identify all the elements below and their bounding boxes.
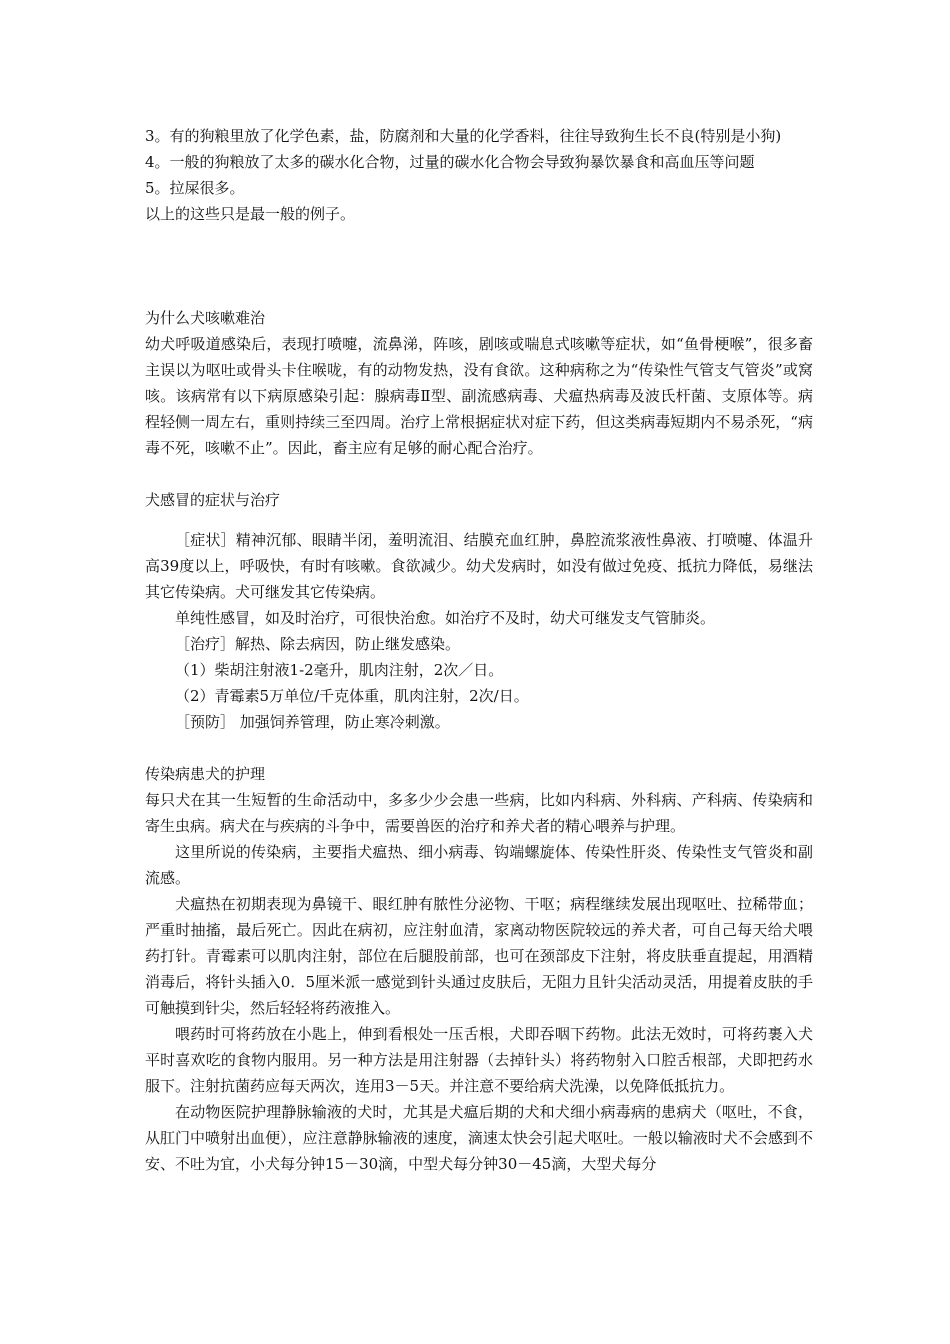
spacer — [145, 227, 813, 305]
list-item: 5。拉屎很多。 — [145, 179, 245, 197]
list-item: 4。一般的狗粮放了太多的碳水化合物，过量的碳水化合物会导致狗暴饮暴食和高血压等问题 — [145, 153, 755, 171]
paragraph: 喂药时可将药放在小匙上，伸到看根处一压舌根，犬即吞咽下药物。此法无效时，可将药裹入犬平时喜欢吃的食物内服用。另一种方法是用注射器（去掉针头）将药物射入口腔舌根部，犬即把药水服下。注射抗菌药应每天两次，连用3－5天。并注意不要给病犬洗澡，以免降低抵抗力。 — [145, 1025, 813, 1095]
symptom-paragraph: ［症状］精神沉郁、眼睛半闭，羞明流泪、结膜充血红肿，鼻腔流浆液性鼻液、打喷嚏、体温升高39度以上，呼吸快，有时有咳嗽。食欲减少。幼犬发病时，如没有做过免疫、抵抗力降低，易继法其它传染病。犬可继发其它传染病。 — [145, 531, 813, 601]
summary-line: 以上的这些只是最一般的例子。 — [145, 205, 356, 223]
section-body-cough: 幼犬呼吸道感染后，表现打喷嚏，流鼻涕，阵咳，剧咳或喘息式咳嗽等症状，如“鱼骨梗喉”，很多畜主误以为呕吐或骨头卡住喉咙，有的动物发热，没有食欲。这种病称之为“传染性气管支气管炎”或窝咳。该病常有以下病原感染引起：腺病毒Ⅱ型、副流感病毒、犬瘟热病毒及波氏杆菌、支原体等。病程轻侧一周左右，重则持续三至四周。治疗上常根据症状对症下药，但这类病毒短期内不易杀死，“病毒不死，咳嗽不止”。因此，畜主应有足够的耐心配合治疗。 — [145, 335, 813, 457]
document-page — [145, 123, 813, 1177]
paragraph: 犬瘟热在初期表现为鼻镜干、眼红肿有脓性分泌物、干呕；病程继续发展出现呕吐、拉稀带血；严重时抽搐，最后死亡。因此在病初，应注射血清，家离动物医院较远的养犬者，可自己每天给犬喂药打针。青霉素可以肌肉注射，部位在后腿股前部，也可在颈部皮下注射，将皮肤垂直提起，用酒精消毒后，将针头插入0．5厘米派一感觉到针头通过皮肤后，无阻力且针尖活动灵活，用提着皮肤的手可触摸到针尖，然后轻轻将药液推入。 — [145, 895, 813, 1017]
treatment-item: （2）青霉素5万单位/千克体重，肌肉注射，2次/日。 — [175, 687, 529, 705]
list-item: 3。有的狗粮里放了化学色素，盐，防腐剂和大量的化学香料，往往导致狗生长不良(特别是小狗) — [145, 127, 782, 145]
paragraph: 在动物医院护理静脉输液的犬时，尤其是犬瘟后期的犬和犬细小病毒病的患病犬（呕吐，不食，从肛门中喷射出血便），应注意静脉输液的速度，滴速太快会引起犬呕吐。一般以输液时犬不会感到不安、不吐为宜，小犬每分钟15－30滴，中型犬每分钟30－45滴，大型犬每分 — [145, 1103, 813, 1173]
treatment-item: （1）柴胡注射液1-2毫升，肌肉注射，2次／日。 — [175, 661, 504, 679]
paragraph: 这里所说的传染病，主要指犬瘟热、细小病毒、钩端螺旋体、传染性肝炎、传染性支气管炎和副流感。 — [145, 843, 813, 887]
paragraph: 每只犬在其一生短暂的生命活动中，多多少少会患一些病，比如内科病、外科病、产科病、传染病和寄生虫病。病犬在与疾病的斗争中，需要兽医的治疗和养犬者的精心喂养与护理。 — [145, 791, 813, 835]
spacer — [145, 735, 813, 761]
prevention-paragraph: ［预防］ 加强饲养管理，防止寒冷刺激。 — [175, 713, 450, 731]
treatment-paragraph: ［治疗］解热、除去病因，防止继发感染。 — [175, 635, 461, 653]
paragraph: 单纯性感冒，如及时治疗，可很快治愈。如治疗不及时，幼犬可继发支气管肺炎。 — [175, 609, 716, 627]
section-title-care: 传染病患犬的护理 — [145, 765, 266, 783]
spacer — [145, 513, 813, 527]
section-title-cough: 为什么犬咳嗽难治 — [145, 309, 266, 327]
spacer — [145, 461, 813, 487]
section-title-cold: 犬感冒的症状与治疗 — [145, 491, 281, 509]
